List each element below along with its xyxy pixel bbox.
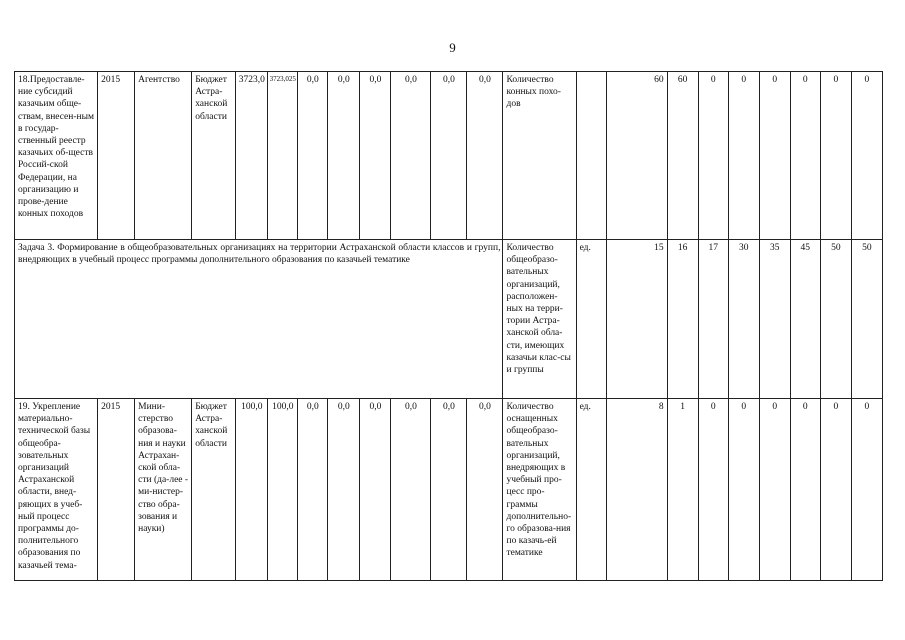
indicator-value-5: 35 — [759, 240, 790, 399]
year-2019-cell: 0,0 — [391, 72, 431, 240]
indicator-value-4: 0 — [728, 399, 759, 581]
indicator-value-6: 45 — [790, 240, 820, 399]
year-2017-cell: 0,0 — [328, 72, 360, 240]
year-2019-cell: 0,0 — [391, 399, 431, 581]
year-2018-cell: 0,0 — [360, 399, 391, 581]
indicator-value-4: 0 — [728, 72, 759, 240]
year-2021-cell: 0,0 — [467, 399, 503, 581]
indicator-value-8: 50 — [851, 240, 882, 399]
indicator-value-6: 0 — [790, 399, 820, 581]
year-2020-cell: 0,0 — [431, 399, 467, 581]
program-table — [14, 71, 883, 581]
unit-cell: ед. — [576, 240, 606, 399]
indicator-value-7: 0 — [820, 72, 851, 240]
page-number: 9 — [449, 40, 456, 55]
indicator-value-6: 0 — [790, 72, 820, 240]
executor-cell: Мини-стерство образова-ния и науки Астрахан-ской обла-сти (да-лее - ми-нистер-ство обра-зования и науки) — [135, 399, 192, 581]
indicator-value-1: 15 — [606, 240, 667, 399]
year-2021-cell: 0,0 — [467, 72, 503, 240]
unit-cell: ед. — [576, 399, 606, 581]
indicator-cell: Количество общеобразо-вательных организаций, расположен-ных на терри-тории Астра-ханской обла-сти, имеющих казачьи клас-сы и группы — [503, 240, 576, 399]
indicator-value-3: 17 — [698, 240, 728, 399]
indicator-value-3: 0 — [698, 72, 728, 240]
executor-cell: Агентство — [135, 72, 192, 240]
indicator-value-8: 0 — [851, 72, 882, 240]
indicator-value-1: 60 — [606, 72, 667, 240]
task-description-cell: Задача 3. Формирование в общеобразовательных организациях на территории Астраханской области классов и групп, внедряющих в учебный процесс программы дополнительного образования по казачьей тематике — [15, 240, 503, 399]
indicator-value-7: 0 — [820, 399, 851, 581]
indicator-cell: Количество оснащенных общеобразо-вательных организаций, внедряющих в учебный про-цесс про-граммы дополнительно-го образова-ния по казачь-ей тематике — [503, 399, 576, 581]
year-2015-cell: 3723,025 — [268, 72, 298, 240]
table-row-measure-18 — [15, 72, 883, 240]
year-2017-cell: 0,0 — [328, 399, 360, 581]
indicator-value-5: 0 — [759, 399, 790, 581]
measure-name-cell: 18.Предоставле-ние субсидий казачьим обще-ствам, внесен-ным в государ-ственный реестр казачьих об-ществ Россий-ской Федерации, на организацию и прове-дение конных походов — [15, 72, 98, 240]
year-2018-cell: 0,0 — [360, 72, 391, 240]
year-2020-cell: 0,0 — [431, 72, 467, 240]
total-cell: 3723,0 — [236, 72, 268, 240]
indicator-value-8: 0 — [851, 399, 882, 581]
funding-source-cell: Бюджет Астра-ханской области — [192, 72, 236, 240]
indicator-value-2: 1 — [667, 399, 698, 581]
total-cell: 100,0 — [236, 399, 268, 581]
table-row-measure-19 — [15, 399, 883, 581]
indicator-value-2: 16 — [667, 240, 698, 399]
measure-name-cell: 19. Укрепление материально-технической базы общеобра-зовательных организаций Астраханской области, внед-ряющих в учеб-ный процесс программы до-полнительного образования по казачьей тема- — [15, 399, 98, 581]
table-row-task-3 — [15, 240, 883, 399]
unit-cell — [576, 72, 606, 240]
year-cell: 2015 — [98, 399, 135, 581]
indicator-value-7: 50 — [820, 240, 851, 399]
indicator-value-3: 0 — [698, 399, 728, 581]
year-2016-cell: 0,0 — [298, 399, 328, 581]
year-cell: 2015 — [98, 72, 135, 240]
indicator-cell: Количество конных похо-дов — [503, 72, 576, 240]
funding-source-cell: Бюджет Астра-ханской области — [192, 399, 236, 581]
year-2016-cell: 0,0 — [298, 72, 328, 240]
year-2015-cell: 100,0 — [268, 399, 298, 581]
indicator-value-4: 30 — [728, 240, 759, 399]
indicator-value-2: 60 — [667, 72, 698, 240]
indicator-value-1: 8 — [606, 399, 667, 581]
indicator-value-5: 0 — [759, 72, 790, 240]
